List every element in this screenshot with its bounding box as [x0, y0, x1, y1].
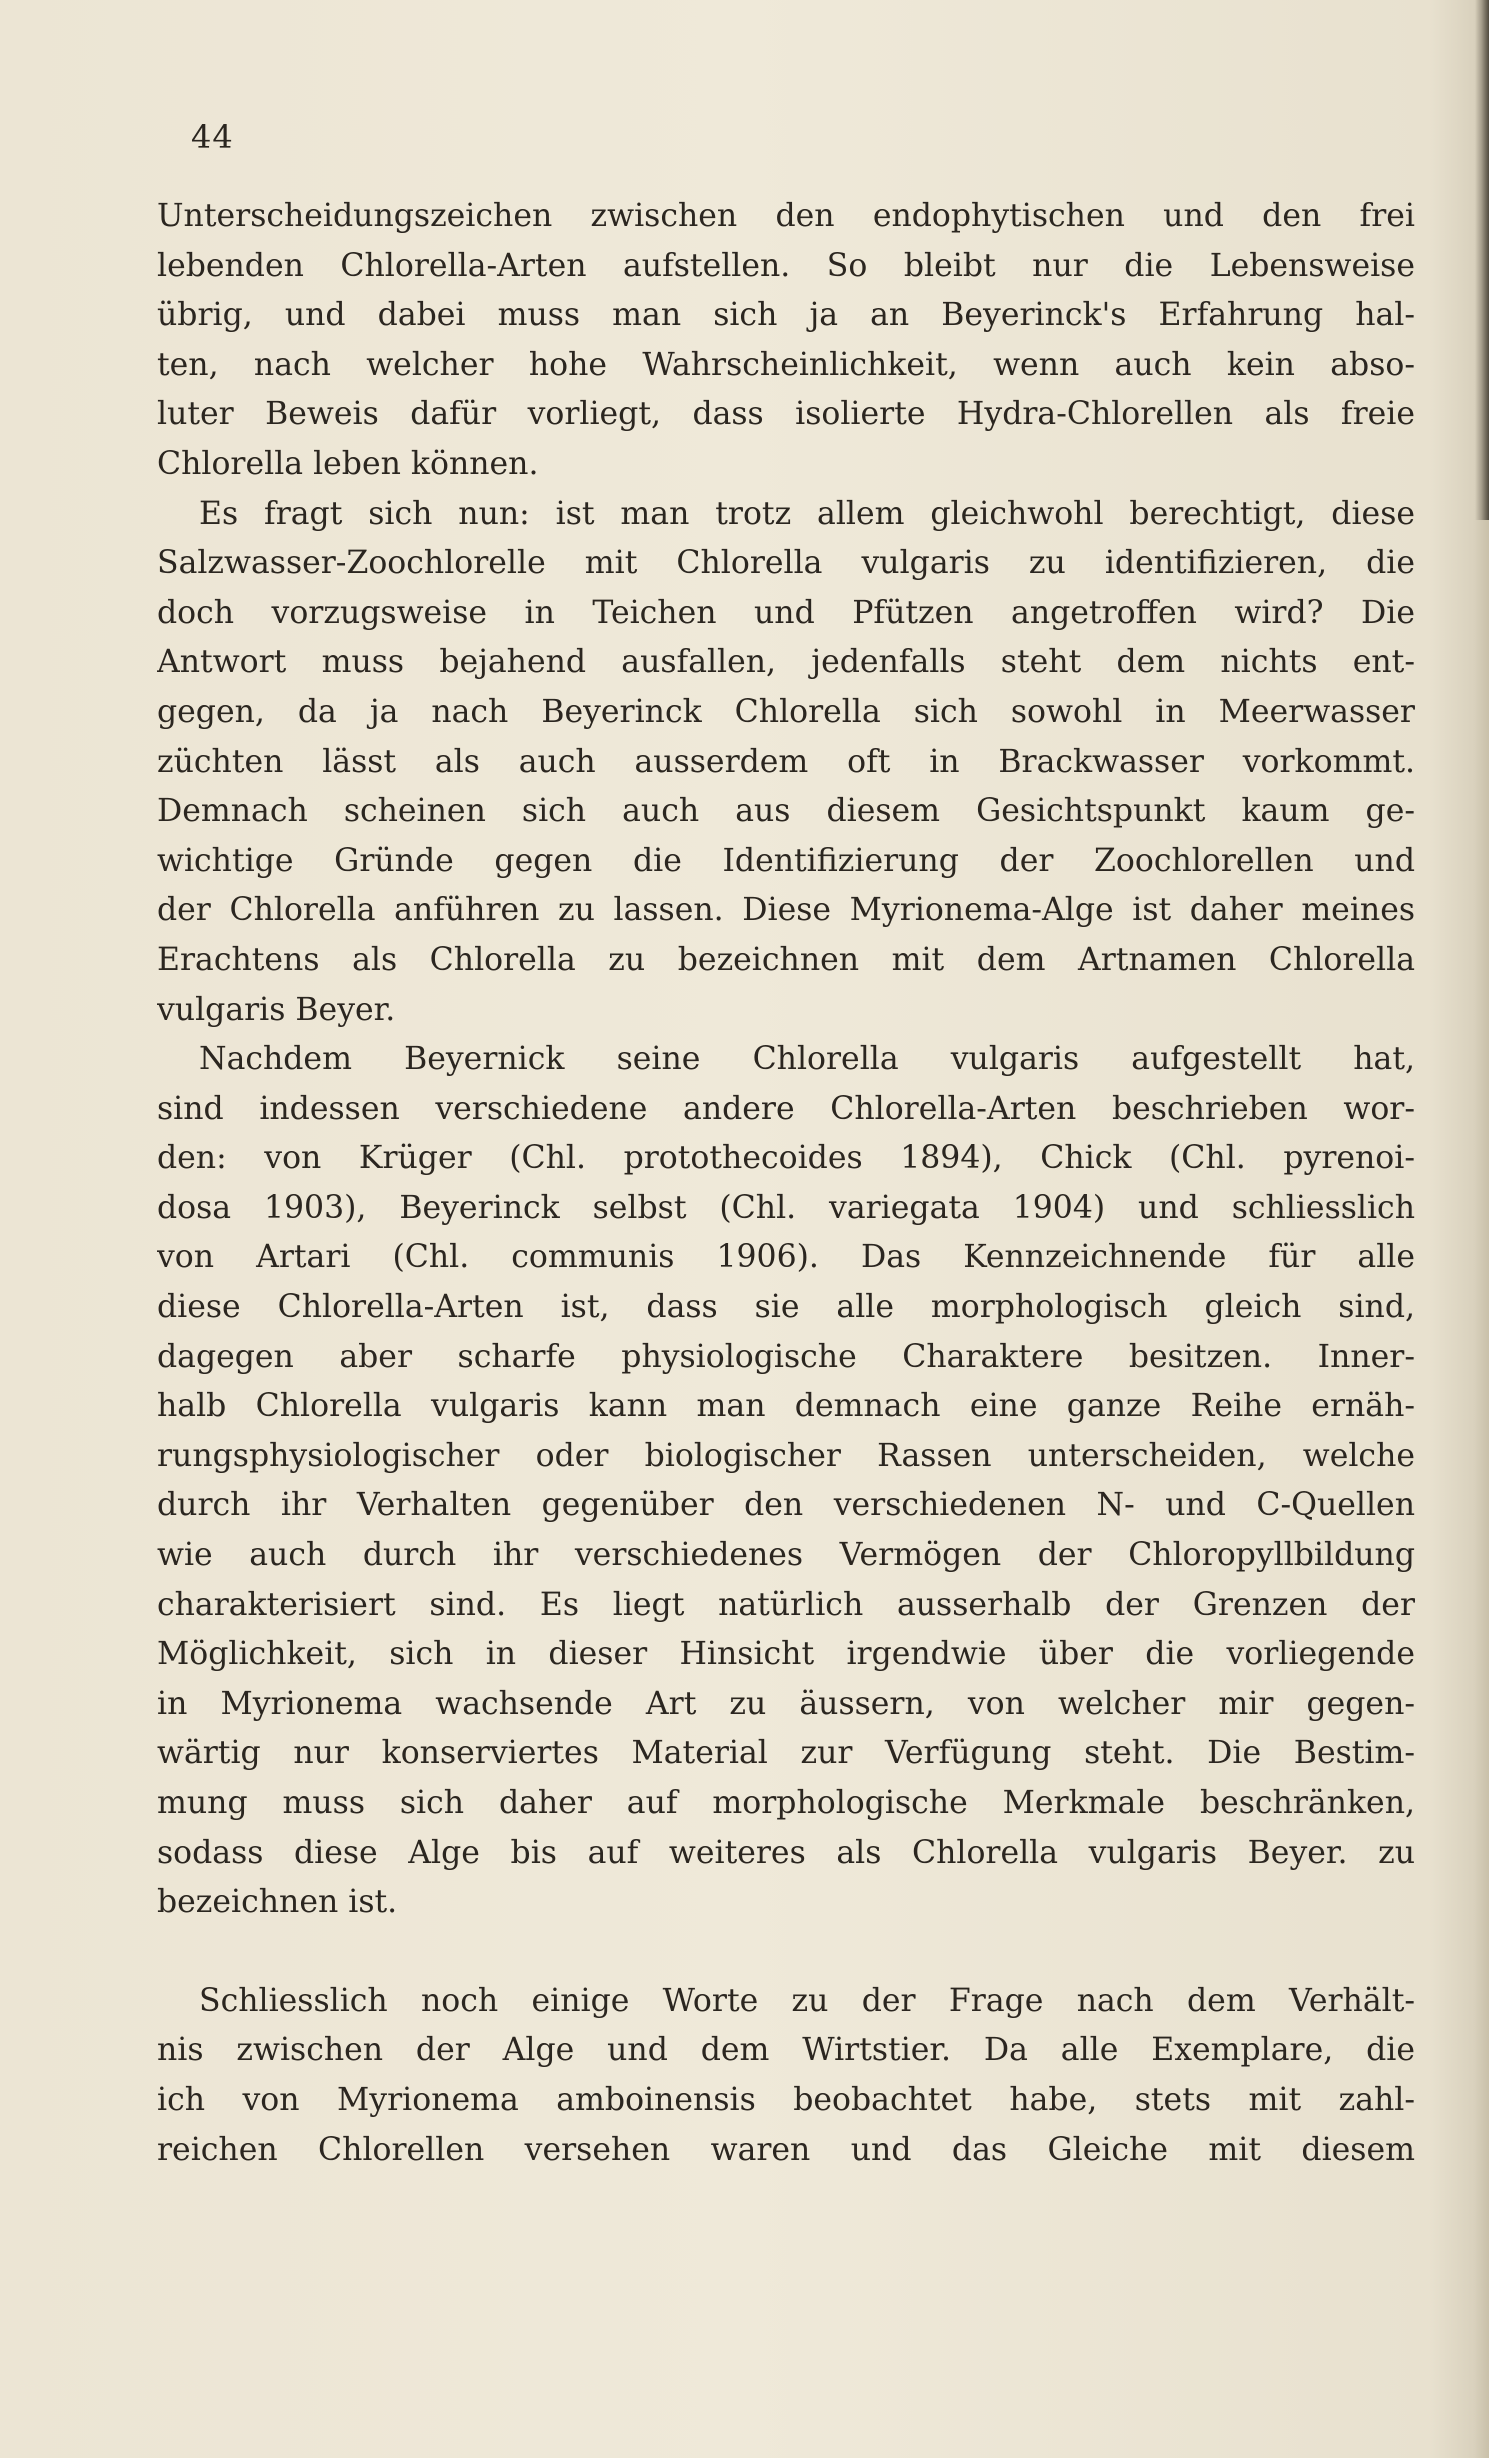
text-line: dosa 1903), Beyerinck selbst (Chl. variegata 1904) und schliesslich: [157, 1189, 1415, 1226]
text-line: doch vorzugsweise in Teichen und Pfützen angetroffen wird? Die: [157, 594, 1415, 631]
text-line: lebenden Chlorella-Arten aufstellen. So bleibt nur die Lebensweise: [157, 247, 1415, 284]
text-line: durch ihr Verhalten gegenüber den verschiedenen N- und C-Quellen: [157, 1487, 1415, 1524]
text-line: wie auch durch ihr verschiedenes Vermögen der Chloropyllbildung: [157, 1537, 1415, 1574]
text-line: diese Chlorella-Arten ist, dass sie alle morphologisch gleich sind,: [157, 1289, 1415, 1326]
text-line: ich von Myrionema amboinensis beobachtet habe, stets mit zahl-: [157, 2081, 1415, 2118]
body-text: [157, 192, 1415, 2175]
text-line: ten, nach welcher hohe Wahrscheinlichkeit, wenn auch kein abso-: [157, 346, 1415, 383]
paragraph-1: [157, 192, 1415, 490]
page-number: 44: [191, 118, 234, 156]
text-line: Antwort muss bejahend ausfallen, jedenfalls steht dem nichts ent-: [157, 644, 1415, 681]
text-line: übrig, und dabei muss man sich ja an Beyerinck's Erfahrung hal-: [157, 297, 1415, 334]
text-line: sodass diese Alge bis auf weiteres als Chlorella vulgaris Beyer. zu: [157, 1834, 1415, 1871]
text-line: charakterisiert sind. Es liegt natürlich ausserhalb der Grenzen der: [157, 1586, 1415, 1623]
text-line: in Myrionema wachsende Art zu äussern, von welcher mir gegen-: [157, 1685, 1415, 1722]
text-line: nis zwischen der Alge und dem Wirtstier. Da alle Exemplare, die: [157, 2032, 1415, 2069]
paragraph-3: [157, 1035, 1415, 1928]
text-line: luter Beweis dafür vorliegt, dass isolierte Hydra-Chlorellen als freie: [157, 396, 1415, 433]
text-line: den: von Krüger (Chl. protothecoides 1894), Chick (Chl. pyrenoi-: [157, 1140, 1415, 1177]
text-line: sind indessen verschiedene andere Chlorella-Arten beschrieben wor-: [157, 1090, 1415, 1127]
section-gap: [157, 1928, 1415, 1977]
text-line: vulgaris Beyer.: [157, 991, 396, 1028]
page-edge-shadow: [1475, 0, 1489, 520]
text-line: dagegen aber scharfe physiologische Charaktere besitzen. Inner-: [157, 1338, 1415, 1375]
text-line: halb Chlorella vulgaris kann man demnach eine ganze Reihe ernäh-: [157, 1388, 1415, 1425]
paragraph-2: [157, 490, 1415, 1036]
text-line: reichen Chlorellen versehen waren und das Gleiche mit diesem: [157, 2131, 1415, 2168]
text-line: Es fragt sich nun: ist man trotz allem gleichwohl berechtigt, diese: [199, 495, 1415, 532]
text-line: Unterscheidungszeichen zwischen den endophytischen und den frei: [157, 198, 1415, 234]
text-line: züchten lässt als auch ausserdem oft in Brackwasser vorkommt.: [157, 743, 1415, 780]
text-line: rungsphysiologischer oder biologischer Rassen unterscheiden, welche: [157, 1437, 1415, 1474]
text-line: Möglichkeit, sich in dieser Hinsicht irgendwie über die vorliegende: [157, 1636, 1415, 1673]
text-line: Nachdem Beyernick seine Chlorella vulgaris aufgestellt hat,: [199, 1041, 1415, 1078]
text-line: wärtig nur konserviertes Material zur Verfügung steht. Die Bestim-: [157, 1735, 1415, 1772]
text-line: gegen, da ja nach Beyerinck Chlorella sich sowohl in Meerwasser: [157, 693, 1415, 730]
paragraph-4: [157, 1977, 1415, 2175]
text-line: der Chlorella anführen zu lassen. Diese Myrionema-Alge ist daher meines: [157, 892, 1415, 929]
text-line: Chlorella leben können.: [157, 445, 539, 482]
text-line: wichtige Gründe gegen die Identifizierung der Zoochlorellen und: [157, 842, 1415, 879]
text-line: Demnach scheinen sich auch aus diesem Gesichtspunkt kaum ge-: [157, 793, 1415, 830]
text-line: mung muss sich daher auf morphologische Merkmale beschränken,: [157, 1785, 1415, 1821]
text-line: von Artari (Chl. communis 1906). Das Kennzeichnende für alle: [157, 1239, 1415, 1276]
text-line: Schliesslich noch einige Worte zu der Frage nach dem Verhält-: [199, 1982, 1415, 2019]
text-line: Erachtens als Chlorella zu bezeichnen mit dem Artnamen Chlorella: [157, 941, 1415, 978]
text-line: Salzwasser-Zoochlorelle mit Chlorella vulgaris zu identifizieren, die: [157, 545, 1415, 582]
text-line: bezeichnen ist.: [157, 1884, 398, 1921]
